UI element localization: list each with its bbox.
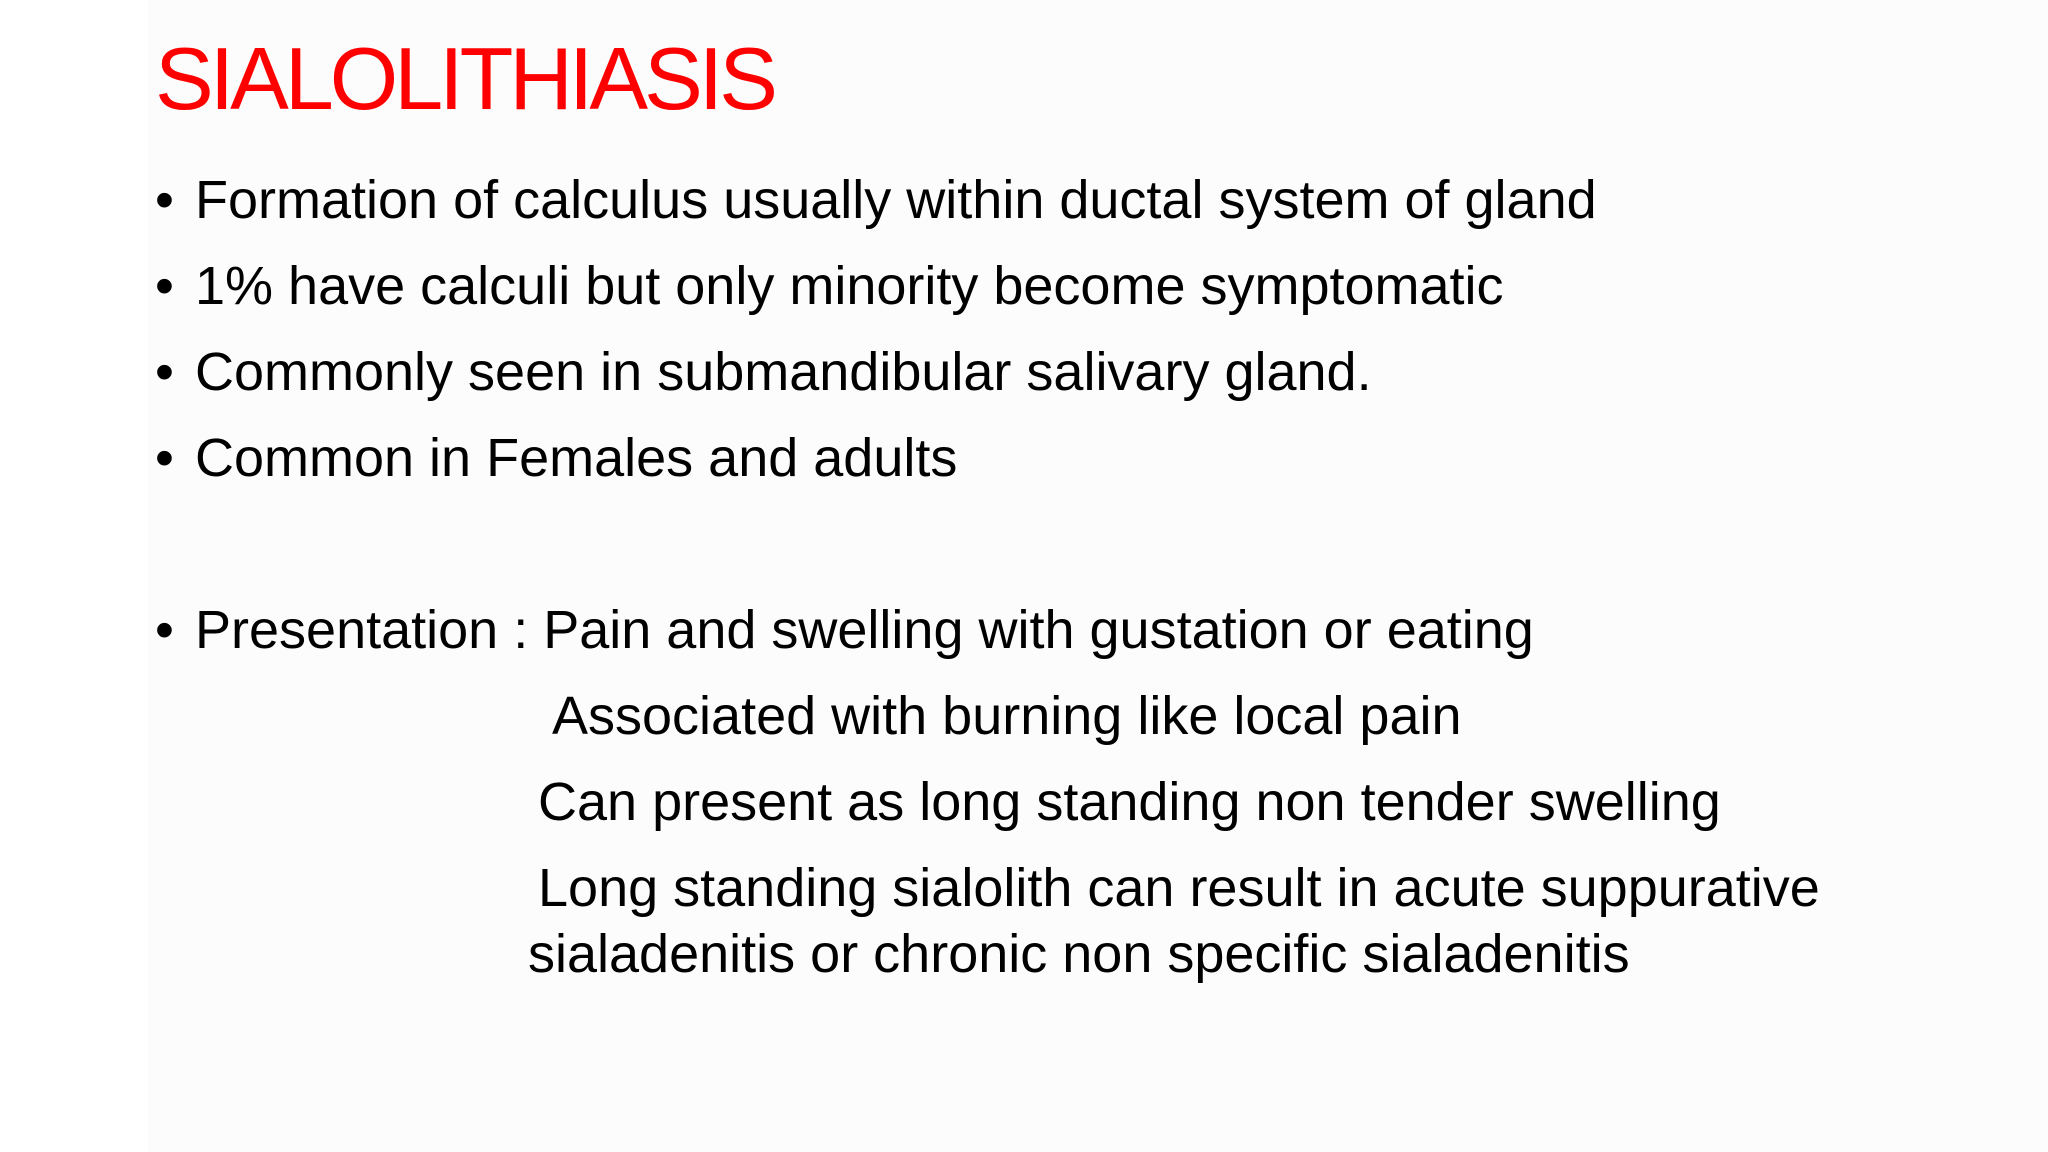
bullet-text: 1% have calculi but only minority become symptomatic	[195, 256, 1504, 316]
presentation-line: Long standing sialolith can result in acute suppurative	[538, 858, 1820, 918]
presentation-line: sialadenitis or chronic non specific sialadenitis	[528, 924, 1630, 984]
bullet-item-presentation	[155, 598, 1534, 663]
bullet-text: Commonly seen in submandibular salivary gland.	[195, 342, 1372, 402]
bullet-item	[155, 426, 957, 491]
bullet-item	[155, 340, 1372, 405]
bullet-icon: •	[155, 256, 174, 316]
bullet-icon: •	[155, 600, 174, 660]
bullet-item	[155, 168, 1597, 233]
bullet-icon: •	[155, 170, 174, 230]
presentation-line: Can present as long standing non tender swelling	[538, 772, 1721, 832]
presentation-line: Associated with burning like local pain	[552, 686, 1462, 746]
slide-title: SIALOLITHIASIS	[155, 29, 774, 128]
bullet-text: Formation of calculus usually within ductal system of gland	[195, 170, 1597, 230]
bullet-icon: •	[155, 342, 174, 402]
bullet-item	[155, 254, 1504, 319]
bullet-text: Presentation : Pain and swelling with gustation or eating	[195, 600, 1534, 660]
bullet-text: Common in Females and adults	[195, 428, 958, 488]
bullet-icon: •	[155, 428, 174, 488]
